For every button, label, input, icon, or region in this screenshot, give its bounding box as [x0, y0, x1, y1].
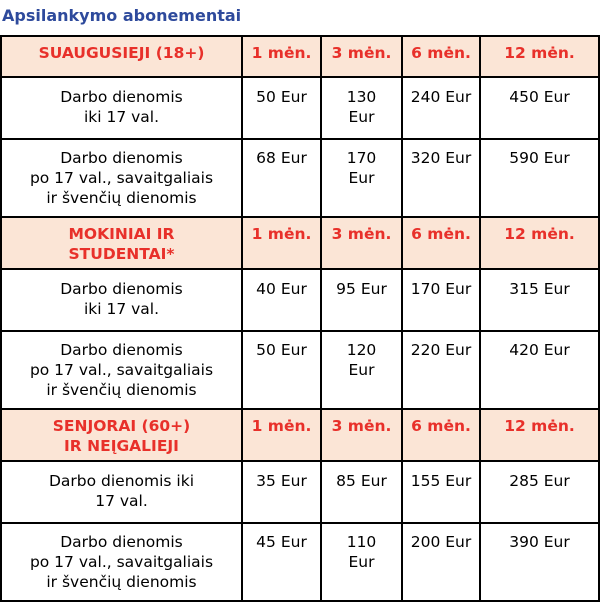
- table-row: [1, 139, 599, 217]
- price-cell: [242, 269, 321, 331]
- cell-text-line: STUDENTAI*: [68, 245, 175, 263]
- table-row: [1, 523, 599, 601]
- cell-text-line: po 17 val., savaitgaliais: [29, 553, 214, 571]
- table-row: [1, 331, 599, 409]
- cell-text-line: 85 Eur: [336, 472, 387, 490]
- cell-text-line: Darbo dienomis: [60, 341, 183, 359]
- cell-text-line: Darbo dienomis: [60, 533, 183, 551]
- price-cell: [402, 77, 480, 139]
- group-header-row: [1, 36, 599, 77]
- cell-text-line: Eur: [348, 108, 375, 126]
- price-cell: [480, 139, 599, 217]
- cell-text-line: 590 Eur: [509, 149, 570, 167]
- period-header: 1 mėn.: [242, 409, 321, 461]
- price-cell: [242, 461, 321, 523]
- price-cell: [321, 331, 402, 409]
- cell-text-line: 120: [346, 341, 377, 359]
- price-cell: [321, 523, 402, 601]
- cell-text-line: 68 Eur: [256, 149, 307, 167]
- group-header-row: [1, 409, 599, 461]
- cell-text-line: ir švenčių dienomis: [46, 189, 197, 207]
- period-header: 3 mėn.: [321, 409, 402, 461]
- price-cell: [321, 77, 402, 139]
- price-cell: [242, 139, 321, 217]
- cell-text-line: po 17 val., savaitgaliais: [29, 361, 214, 379]
- cell-text-line: 170 Eur: [410, 280, 472, 298]
- cell-text-line: Darbo dienomis: [60, 149, 183, 167]
- cell-text-line: SENJORAI (60+): [52, 417, 191, 435]
- price-cell: [402, 139, 480, 217]
- cell-text-line: iki 17 val.: [83, 300, 160, 318]
- price-cell: [402, 461, 480, 523]
- cell-text-line: IR NEĮGALIEJI: [64, 437, 179, 455]
- period-header: 3 mėn.: [321, 36, 402, 77]
- group-header-row: [1, 217, 599, 269]
- period-header: 6 mėn.: [402, 409, 480, 461]
- group-label: [1, 217, 242, 269]
- price-cell: [242, 523, 321, 601]
- table-row: [1, 461, 599, 523]
- page-title: Apsilankymo abonementai: [2, 6, 242, 25]
- price-cell: [480, 461, 599, 523]
- schedule-description: [1, 461, 242, 523]
- period-header: 1 mėn.: [242, 217, 321, 269]
- price-cell: [242, 77, 321, 139]
- period-header: 3 mėn.: [321, 217, 402, 269]
- period-header: 12 mėn.: [480, 217, 599, 269]
- price-cell: [480, 269, 599, 331]
- cell-text-line: 17 val.: [95, 492, 148, 510]
- cell-text-line: 35 Eur: [256, 472, 307, 490]
- cell-text-line: iki 17 val.: [83, 108, 160, 126]
- cell-text-line: 50 Eur: [256, 341, 307, 359]
- price-cell: [480, 331, 599, 409]
- cell-text-line: po 17 val., savaitgaliais: [29, 169, 214, 187]
- price-cell: [321, 269, 402, 331]
- cell-text-line: 170: [346, 149, 377, 167]
- cell-text-line: 390 Eur: [509, 533, 570, 551]
- price-cell: [321, 461, 402, 523]
- cell-text-line: Darbo dienomis: [60, 88, 183, 106]
- table-row: [1, 269, 599, 331]
- cell-text-line: 50 Eur: [256, 88, 307, 106]
- cell-text-line: Darbo dienomis: [60, 280, 183, 298]
- cell-text-line: 95 Eur: [336, 280, 387, 298]
- cell-text-line: 315 Eur: [509, 280, 570, 298]
- group-label: [1, 409, 242, 461]
- period-header: 6 mėn.: [402, 217, 480, 269]
- cell-text-line: SUAUGUSIEJI (18+): [38, 44, 205, 62]
- schedule-description: [1, 331, 242, 409]
- cell-text-line: Darbo dienomis iki: [48, 472, 195, 490]
- cell-text-line: 130: [346, 88, 377, 106]
- cell-text-line: 110: [346, 533, 377, 551]
- schedule-description: [1, 523, 242, 601]
- price-cell: [480, 77, 599, 139]
- cell-text-line: Eur: [348, 169, 375, 187]
- price-cell: [480, 523, 599, 601]
- pricing-table-body: [1, 36, 599, 601]
- table-row: [1, 77, 599, 139]
- cell-text-line: 450 Eur: [509, 88, 570, 106]
- period-header: 1 mėn.: [242, 36, 321, 77]
- price-cell: [402, 331, 480, 409]
- cell-text-line: 220 Eur: [410, 341, 472, 359]
- cell-text-line: 285 Eur: [509, 472, 570, 490]
- schedule-description: [1, 139, 242, 217]
- price-cell: [402, 523, 480, 601]
- period-header: 12 mėn.: [480, 36, 599, 77]
- cell-text-line: ir švenčių dienomis: [46, 573, 197, 591]
- cell-text-line: Eur: [348, 361, 375, 379]
- cell-text-line: 40 Eur: [256, 280, 307, 298]
- cell-text-line: 420 Eur: [509, 341, 570, 359]
- schedule-description: [1, 77, 242, 139]
- cell-text-line: 155 Eur: [410, 472, 472, 490]
- cell-text-line: ir švenčių dienomis: [46, 381, 197, 399]
- group-label: [1, 36, 242, 77]
- schedule-description: [1, 269, 242, 331]
- price-cell: [242, 331, 321, 409]
- cell-text-line: 320 Eur: [410, 149, 472, 167]
- pricing-table: [0, 35, 600, 602]
- cell-text-line: 240 Eur: [410, 88, 472, 106]
- price-cell: [321, 139, 402, 217]
- period-header: 6 mėn.: [402, 36, 480, 77]
- cell-text-line: MOKINIAI IR: [68, 225, 175, 243]
- cell-text-line: 200 Eur: [410, 533, 472, 551]
- price-cell: [402, 269, 480, 331]
- period-header: 12 mėn.: [480, 409, 599, 461]
- cell-text-line: 45 Eur: [256, 533, 307, 551]
- cell-text-line: Eur: [348, 553, 375, 571]
